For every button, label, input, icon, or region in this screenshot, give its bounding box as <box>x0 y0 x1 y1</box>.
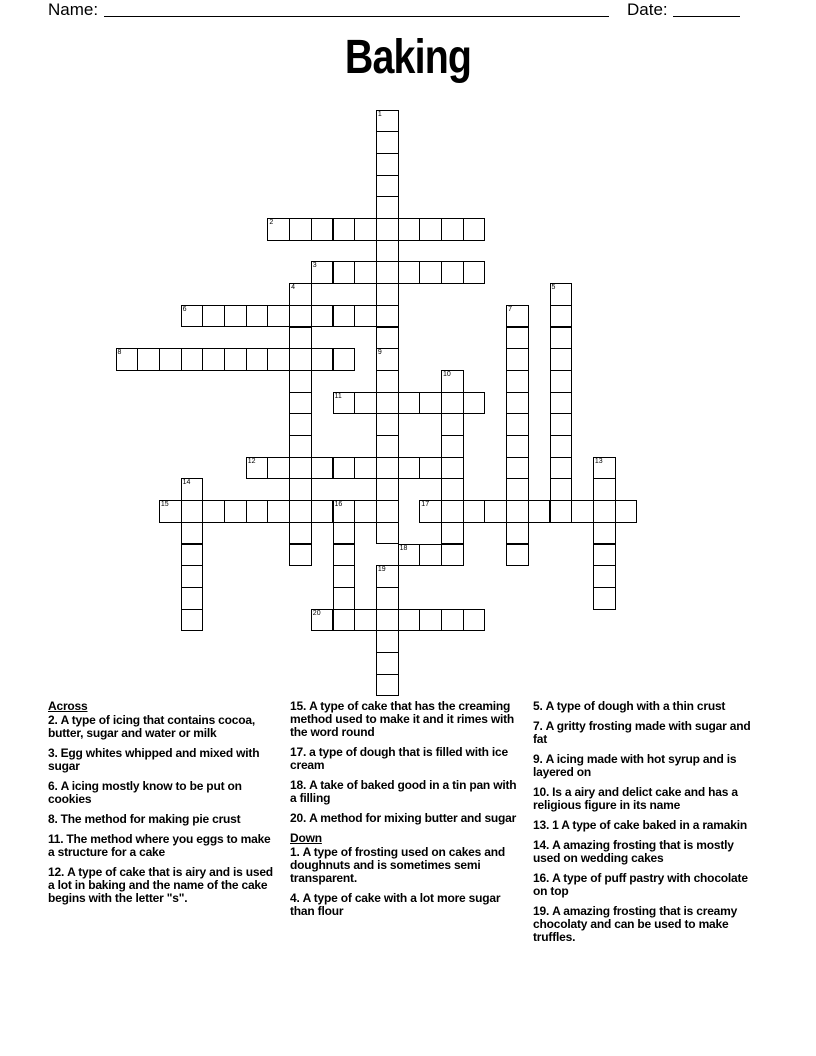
down-heading: Down <box>290 831 322 845</box>
grid-cell[interactable] <box>202 500 225 523</box>
grid-cell[interactable] <box>376 674 399 697</box>
grid-cell[interactable] <box>528 500 551 523</box>
grid-cell[interactable] <box>506 348 529 371</box>
clue-col1-0 <box>48 714 278 740</box>
grid-cell[interactable] <box>506 327 529 350</box>
grid-cell[interactable] <box>376 110 399 133</box>
grid-cell[interactable] <box>419 218 442 241</box>
grid-cell[interactable] <box>181 587 204 610</box>
clue-col2_across-2 <box>290 779 520 805</box>
clue-col2_across-3 <box>290 812 520 825</box>
cell-number: 8 <box>117 349 122 357</box>
clue-text: a type of dough that is filled with ice cream <box>290 745 508 772</box>
grid-cell[interactable] <box>354 392 377 415</box>
clue-col1-5 <box>48 866 278 905</box>
clue-col1-4 <box>48 833 278 859</box>
grid-cell[interactable] <box>267 457 290 480</box>
clue-number: 19. <box>533 904 550 918</box>
grid-cell[interactable] <box>333 609 356 632</box>
grid-cell[interactable] <box>441 500 464 523</box>
grid-cell[interactable] <box>289 500 312 523</box>
clue-number: 10. <box>533 785 550 799</box>
grid-cell[interactable] <box>181 544 204 567</box>
clue-number: 18. <box>290 778 307 792</box>
grid-cell[interactable] <box>159 348 182 371</box>
date-label: Date: <box>627 0 668 19</box>
cell-number: 7 <box>508 305 512 313</box>
grid-cell[interactable] <box>506 413 529 436</box>
grid-cell[interactable] <box>463 218 486 241</box>
grid-cell[interactable] <box>181 305 204 328</box>
clue-col3-7 <box>533 905 763 944</box>
grid-cell[interactable] <box>333 522 356 545</box>
grid-cell[interactable] <box>441 435 464 458</box>
grid-cell[interactable] <box>376 392 399 415</box>
grid-cell[interactable] <box>376 413 399 436</box>
grid-cell[interactable] <box>333 305 356 328</box>
grid-cell[interactable] <box>289 413 312 436</box>
grid-cell[interactable] <box>398 457 421 480</box>
grid-cell[interactable] <box>224 305 247 328</box>
clue-col3-5 <box>533 839 763 865</box>
grid-cell[interactable] <box>550 500 573 523</box>
grid-cell[interactable] <box>550 348 573 371</box>
grid-cell[interactable] <box>419 544 442 567</box>
grid-cell[interactable] <box>289 283 312 306</box>
grid-cell[interactable] <box>181 478 204 501</box>
grid-cell[interactable] <box>506 544 529 567</box>
clue-number: 13. <box>533 818 550 832</box>
grid-cell[interactable] <box>376 652 399 675</box>
grid-cell[interactable] <box>419 457 442 480</box>
clue-column-2 <box>290 700 520 925</box>
grid-cell[interactable] <box>289 544 312 567</box>
grid-cell[interactable] <box>333 500 356 523</box>
clue-text: Egg whites whipped and mixed with sugar <box>48 746 260 773</box>
grid-cell[interactable] <box>289 348 312 371</box>
clue-number: 5. <box>533 699 543 713</box>
grid-cell[interactable] <box>246 348 269 371</box>
grid-cell[interactable] <box>376 218 399 241</box>
grid-cell[interactable] <box>224 500 247 523</box>
grid-cell[interactable] <box>267 305 290 328</box>
grid-cell[interactable] <box>419 392 442 415</box>
grid-cell[interactable] <box>116 348 139 371</box>
grid-cell[interactable] <box>506 500 529 523</box>
grid-cell[interactable] <box>267 500 290 523</box>
grid-cell[interactable] <box>181 565 204 588</box>
clue-number: 15. <box>290 699 307 713</box>
clue-text: A method for mixing butter and sugar <box>309 811 517 825</box>
grid-cell[interactable] <box>441 413 464 436</box>
grid-cell[interactable] <box>333 392 356 415</box>
cell-number: 11 <box>334 392 342 400</box>
grid-cell[interactable] <box>376 478 399 501</box>
grid-cell[interactable] <box>398 261 421 284</box>
cell-number: 10 <box>443 370 451 378</box>
grid-cell[interactable] <box>333 565 356 588</box>
grid-cell[interactable] <box>550 413 573 436</box>
grid-cell[interactable] <box>311 500 334 523</box>
grid-cell[interactable] <box>289 305 312 328</box>
grid-cell[interactable] <box>441 392 464 415</box>
grid-cell[interactable] <box>463 392 486 415</box>
clue-text: A type of cake that has the creaming method used to make it and it rimes with the word round <box>290 699 515 739</box>
grid-cell[interactable] <box>333 218 356 241</box>
grid-cell[interactable] <box>376 457 399 480</box>
grid-cell[interactable] <box>593 457 616 480</box>
grid-cell[interactable] <box>311 457 334 480</box>
grid-cell[interactable] <box>593 522 616 545</box>
grid-cell[interactable] <box>506 392 529 415</box>
grid-cell[interactable] <box>376 522 399 545</box>
cell-number: 4 <box>291 284 295 292</box>
grid-cell[interactable] <box>354 305 377 328</box>
grid-cell[interactable] <box>224 348 247 371</box>
grid-cell[interactable] <box>376 348 399 371</box>
clue-text: The method for making pie crust <box>60 812 241 826</box>
grid-cell[interactable] <box>376 240 399 263</box>
clue-number: 2. <box>48 713 58 727</box>
grid-cell[interactable] <box>550 478 573 501</box>
grid-cell[interactable] <box>246 500 269 523</box>
cell-number: 5 <box>551 284 556 292</box>
clue-number: 1. <box>290 845 300 859</box>
clue-col3-3 <box>533 786 763 812</box>
cell-number: 18 <box>399 544 408 552</box>
grid-cell[interactable] <box>376 196 399 219</box>
grid-cell[interactable] <box>311 348 334 371</box>
clue-number: 12. <box>48 865 65 879</box>
clue-text: A type of puff pastry with chocolate on top <box>533 871 748 898</box>
clue-number: 4. <box>290 891 300 905</box>
grid-cell[interactable] <box>311 305 334 328</box>
grid-cell[interactable] <box>159 500 182 523</box>
grid-cell[interactable] <box>181 522 204 545</box>
clue-number: 17. <box>290 745 307 759</box>
clue-col3-1 <box>533 720 763 746</box>
grid-cell[interactable] <box>354 457 377 480</box>
grid-cell[interactable] <box>376 500 399 523</box>
clue-number: 14. <box>533 838 550 852</box>
clue-text: A take of baked good in a tin pan with a filling <box>290 778 517 805</box>
grid-cell[interactable] <box>267 348 290 371</box>
grid-cell[interactable] <box>376 305 399 328</box>
clue-col1-1 <box>48 747 278 773</box>
cell-number: 15 <box>160 501 169 509</box>
clue-text: A type of cake that is airy and is used a lot in baking and the name of the cake begins with the letter "s". <box>48 865 273 905</box>
grid-cell[interactable] <box>333 261 356 284</box>
grid-cell[interactable] <box>289 457 312 480</box>
grid-cell[interactable] <box>550 283 573 306</box>
grid-cell[interactable] <box>550 305 573 328</box>
clue-col2_across-1 <box>290 746 520 772</box>
grid-cell[interactable] <box>398 218 421 241</box>
grid-cell[interactable] <box>571 500 594 523</box>
clue-text: A amazing frosting that is creamy chocolaty and can be used to make truffles. <box>533 904 738 944</box>
clue-column-3 <box>533 700 763 951</box>
grid-cell[interactable] <box>181 500 204 523</box>
across-heading: Across <box>48 699 88 713</box>
grid-cell[interactable] <box>289 435 312 458</box>
grid-cell[interactable] <box>354 500 377 523</box>
grid-cell[interactable] <box>593 478 616 501</box>
clue-number: 6. <box>48 779 58 793</box>
clue-col2_down-0 <box>290 846 520 885</box>
cell-number: 13 <box>594 457 603 465</box>
grid-cell[interactable] <box>441 478 464 501</box>
grid-cell[interactable] <box>376 283 399 306</box>
grid-cell[interactable] <box>550 370 573 393</box>
grid-cell[interactable] <box>333 348 356 371</box>
clue-col3-6 <box>533 872 763 898</box>
grid-cell[interactable] <box>441 457 464 480</box>
clue-col1-2 <box>48 780 278 806</box>
grid-cell[interactable] <box>550 457 573 480</box>
grid-cell[interactable] <box>376 435 399 458</box>
clue-text: A type of cake with a lot more sugar than flour <box>290 891 501 918</box>
clue-number: 11. <box>48 832 64 846</box>
cell-number: 9 <box>377 349 382 357</box>
grid-cell[interactable] <box>181 348 204 371</box>
grid-cell[interactable] <box>333 457 356 480</box>
clue-col2_across-0 <box>290 700 520 739</box>
grid-cell[interactable] <box>463 500 486 523</box>
grid-cell[interactable] <box>376 630 399 653</box>
grid-cell[interactable] <box>376 587 399 610</box>
grid-cell[interactable] <box>333 544 356 567</box>
grid-cell[interactable] <box>398 392 421 415</box>
grid-cell[interactable] <box>181 609 204 632</box>
grid-cell[interactable] <box>376 609 399 632</box>
grid-cell[interactable] <box>550 327 573 350</box>
grid-cell[interactable] <box>593 544 616 567</box>
clue-text: A icing mostly know to be put on cookies <box>48 779 242 806</box>
cell-number: 3 <box>312 262 317 270</box>
cell-number: 20 <box>312 609 321 617</box>
clue-number: 9. <box>533 752 543 766</box>
grid-cell[interactable] <box>441 218 464 241</box>
clue-col2_down-1 <box>290 892 520 918</box>
grid-cell[interactable] <box>376 175 399 198</box>
clue-text: A amazing frosting that is mostly used on wedding cakes <box>533 838 734 865</box>
grid-cell[interactable] <box>550 392 573 415</box>
clue-number: 20. <box>290 811 307 825</box>
grid-cell[interactable] <box>376 370 399 393</box>
page-title: Baking <box>344 31 472 84</box>
clue-col3-2 <box>533 753 763 779</box>
grid-cell[interactable] <box>550 435 573 458</box>
grid-cell[interactable] <box>506 522 529 545</box>
cell-number: 19 <box>377 566 386 574</box>
clue-text: A type of frosting used on cakes and doughnuts and is sometimes semi transparent. <box>290 845 505 885</box>
grid-cell[interactable] <box>289 370 312 393</box>
grid-cell[interactable] <box>463 261 486 284</box>
cell-number: 16 <box>334 501 343 509</box>
grid-cell[interactable] <box>311 218 334 241</box>
grid-cell[interactable] <box>441 609 464 632</box>
grid-cell[interactable] <box>246 457 269 480</box>
grid-cell[interactable] <box>441 522 464 545</box>
clue-text: A icing made with hot syrup and is layered on <box>533 752 737 779</box>
grid-cell[interactable] <box>333 587 356 610</box>
grid-cell[interactable] <box>506 457 529 480</box>
grid-cell[interactable] <box>289 327 312 350</box>
clue-col3-0 <box>533 700 763 713</box>
grid-cell[interactable] <box>419 261 442 284</box>
grid-cell[interactable] <box>376 565 399 588</box>
grid-cell[interactable] <box>484 500 507 523</box>
grid-cell[interactable] <box>506 478 529 501</box>
grid-cell[interactable] <box>289 478 312 501</box>
grid-cell[interactable] <box>506 370 529 393</box>
grid-cell[interactable] <box>376 261 399 284</box>
clue-col1-3 <box>48 813 278 826</box>
grid-cell[interactable] <box>267 218 290 241</box>
cell-number: 17 <box>421 501 430 509</box>
grid-cell[interactable] <box>376 131 399 154</box>
grid-cell[interactable] <box>376 153 399 176</box>
grid-cell[interactable] <box>202 305 225 328</box>
grid-cell[interactable] <box>246 305 269 328</box>
clue-column-1 <box>48 700 278 912</box>
clue-text: A type of icing that contains cocoa, butter, sugar and water or milk <box>48 713 255 740</box>
grid-cell[interactable] <box>419 500 442 523</box>
grid-cell[interactable] <box>506 305 529 328</box>
clue-number: 3. <box>48 746 58 760</box>
clue-text: 1 A type of cake baked in a ramakin <box>552 818 747 832</box>
clue-number: 8. <box>48 812 58 826</box>
grid-cell[interactable] <box>289 218 312 241</box>
grid-cell[interactable] <box>202 348 225 371</box>
clue-number: 7. <box>533 719 543 733</box>
grid-cell[interactable] <box>441 544 464 567</box>
clue-number: 16. <box>533 871 550 885</box>
grid-cell[interactable] <box>289 522 312 545</box>
grid-cell[interactable] <box>398 544 421 567</box>
cell-number: 12 <box>247 457 256 465</box>
clue-text: The method where you eggs to make a structure for a cake <box>48 832 271 859</box>
cell-number: 14 <box>182 479 191 487</box>
grid-cell[interactable] <box>593 565 616 588</box>
grid-cell[interactable] <box>354 218 377 241</box>
clue-text: Is a airy and delict cake and has a religious figure in its name <box>533 785 738 812</box>
grid-cell[interactable] <box>311 609 334 632</box>
grid-cell[interactable] <box>593 500 616 523</box>
cell-number: 2 <box>269 219 274 226</box>
grid-cell[interactable] <box>354 261 377 284</box>
grid-cell[interactable] <box>137 348 160 371</box>
grid-cell[interactable] <box>311 261 334 284</box>
grid-cell[interactable] <box>463 609 486 632</box>
grid-cell[interactable] <box>593 587 616 610</box>
grid-cell[interactable] <box>376 327 399 350</box>
grid-cell[interactable] <box>441 261 464 284</box>
clue-text: A type of dough with a thin crust <box>545 699 726 713</box>
clue-col3-4 <box>533 819 763 832</box>
cell-number: 1 <box>377 110 382 118</box>
grid-cell[interactable] <box>289 392 312 415</box>
clue-text: A gritty frosting made with sugar and fat <box>533 719 751 746</box>
grid-cell[interactable] <box>419 609 442 632</box>
grid-cell[interactable] <box>506 435 529 458</box>
grid-cell[interactable] <box>441 370 464 393</box>
grid-cell[interactable] <box>398 609 421 632</box>
name-label: Name: <box>48 0 99 19</box>
cell-number: 6 <box>182 305 187 313</box>
grid-cell[interactable] <box>354 609 377 632</box>
grid-cell[interactable] <box>615 500 638 523</box>
